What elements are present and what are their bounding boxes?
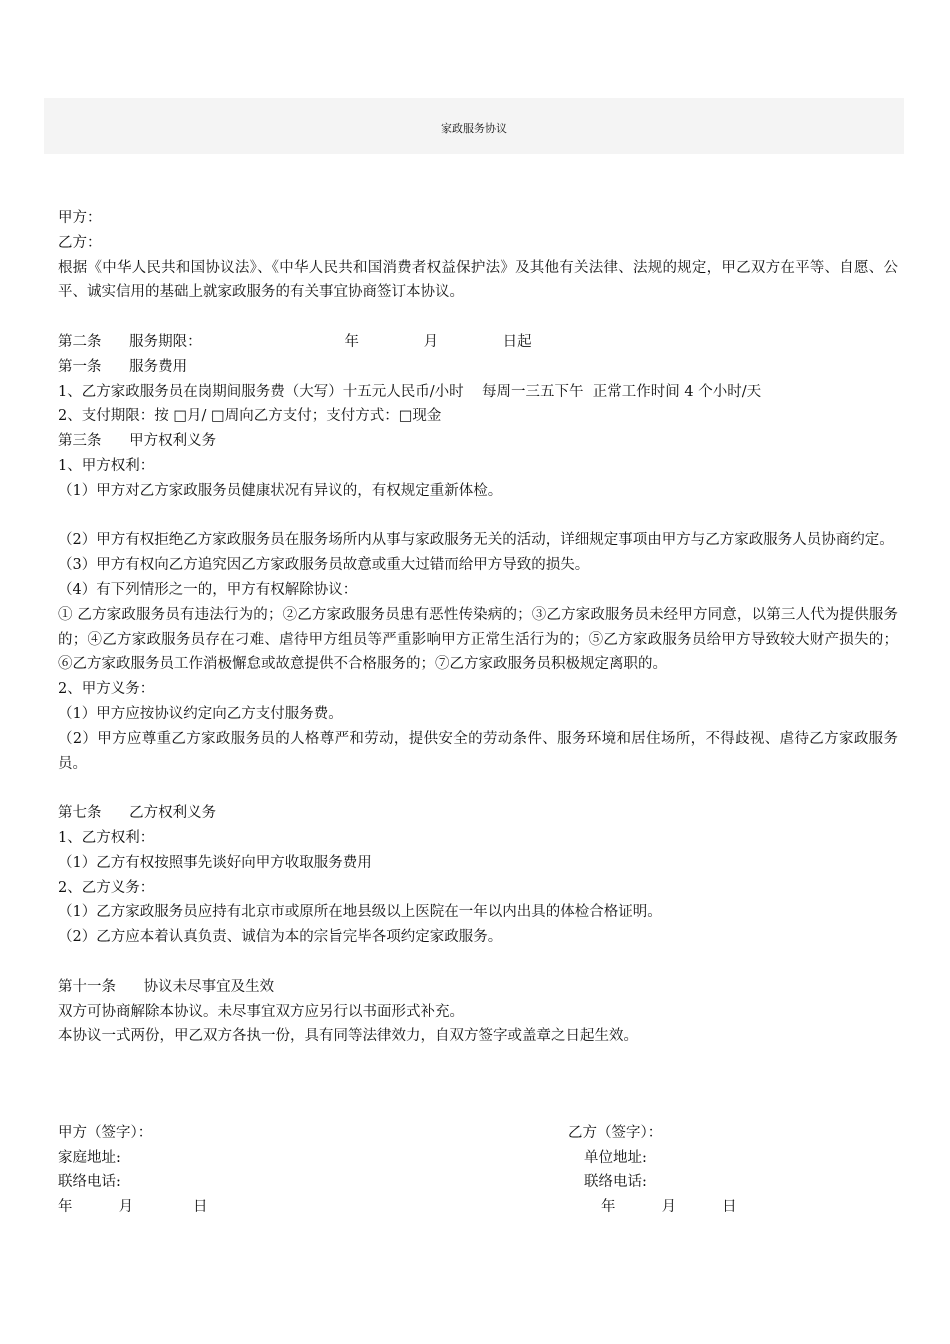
party-a-right-4: （4）有下列情形之一的，甲方有权解除协议： [58, 581, 358, 598]
document-title: 家政服务协议 [441, 122, 507, 135]
spacer [58, 305, 898, 330]
party-b-duty-2: （2）乙方应本着认真负责、诚信为本的宗旨完毕各项约定家政服务。 [58, 929, 503, 946]
party-b-date: 年 月 日 [601, 1199, 737, 1215]
party-b-line: 乙方： [58, 234, 102, 251]
title-band [44, 98, 904, 154]
spacer [58, 504, 898, 529]
party-a-right-1: （1）甲方对乙方家政服务员健康状况有异议的，有权规定重新体检。 [58, 482, 503, 499]
party-a-right-2: （2）甲方有权拒绝乙方家政服务员在服务场所内从事与家政服务无关的活动，详细规定事项由甲方与乙方家政服务人员协商约定。 [58, 532, 894, 549]
party-b-rights-heading: 1、乙方权利： [58, 829, 155, 846]
article-11-effectiveness: 第十一条 协议未尽事宜及生效 [58, 978, 275, 995]
party-b-address: 单位地址: [584, 1150, 647, 1166]
article-11-paragraph-1: 双方可协商解除本协议。未尽事宜双方应另行以书面形式补充。 [58, 1003, 464, 1020]
article-1-service-fee: 第一条 服务费用 [58, 358, 188, 375]
article-11-paragraph-2: 本协议一式两份，甲乙双方各执一份，具有同等法律效力，自双方签字或盖章之日起生效。 [58, 1028, 638, 1045]
preamble-paragraph: 根据《中华人民共和国协议法》、《中华人民共和国消费者权益保护法》及其他有关法律、法规的规定，甲乙双方在平等、自愿、公平、诚实信用的基础上就家政服务的有关事宜协商签订本协议。 [58, 259, 898, 301]
party-a-date: 年 月 日 [58, 1199, 208, 1215]
party-b-duties-heading: 2、乙方义务： [58, 879, 155, 896]
party-a-duty-1: （1）甲方应按协议约定向乙方支付服务费。 [58, 705, 343, 722]
party-b-phone: 联络电话: [584, 1174, 647, 1190]
spacer [58, 776, 898, 801]
party-a-duty-2: （2）甲方应尊重乙方家政服务员的人格尊严和劳动，提供安全的劳动条件、服务环境和居住场所，不得歧视、虐待乙方家政服务员。 [58, 730, 898, 772]
party-a-line: 甲方： [58, 210, 102, 226]
spacer [58, 950, 898, 975]
party-b-right-1: （1）乙方有权按照事先谈好向甲方收取服务费用 [58, 854, 372, 871]
party-a-signature: 甲方（签字）： [58, 1125, 153, 1141]
party-a-duties-heading: 2、甲方义务： [58, 681, 155, 698]
article-2-service-term: 第二条 服务期限： 年 月 日起 [58, 333, 532, 350]
termination-conditions-list: ① 乙方家政服务员有违法行为的；②乙方家政服务员患有恶性传染病的；③乙方家政服务员未经甲方同意，以第三人代为提供服务的；④乙方家政服务员存在刁难、虐待甲方组员等严重影响甲方正常生活行为的；⑤乙方家政服务员给甲方导致较大财产损失的；⑥乙方家政服务员工作消极懈怠或故意提供不合格服务的；⑦乙方家政服务员积极规定离职的。 [58, 606, 898, 673]
fee-item-2: 2、支付期限：按 □月/ □周向乙方支付；支付方式：□现金 [58, 408, 442, 425]
party-a-phone: 联络电话: [58, 1174, 121, 1190]
fee-item-1: 1、乙方家政服务员在岗期间服务费（大写）十五元人民币/小时 每周一三五下午 正常工作时间 4 个小时/天 [58, 383, 762, 400]
party-a-address: 家庭地址: [58, 1150, 121, 1166]
agreement-body [58, 206, 898, 1049]
party-b-signature: 乙方（签字）： [568, 1125, 663, 1141]
article-3-party-a-rights-duties: 第三条 甲方权利义务 [58, 433, 217, 450]
article-7-party-b-rights-duties: 第七条 乙方权利义务 [58, 805, 217, 822]
party-a-rights-heading: 1、甲方权利： [58, 457, 155, 474]
party-a-right-3: （3）甲方有权向乙方追究因乙方家政服务员故意或重大过错而给甲方导致的损失。 [58, 557, 590, 574]
party-b-duty-1: （1）乙方家政服务员应持有北京市或原所在地县级以上医院在一年以内出具的体检合格证明。 [58, 904, 662, 921]
